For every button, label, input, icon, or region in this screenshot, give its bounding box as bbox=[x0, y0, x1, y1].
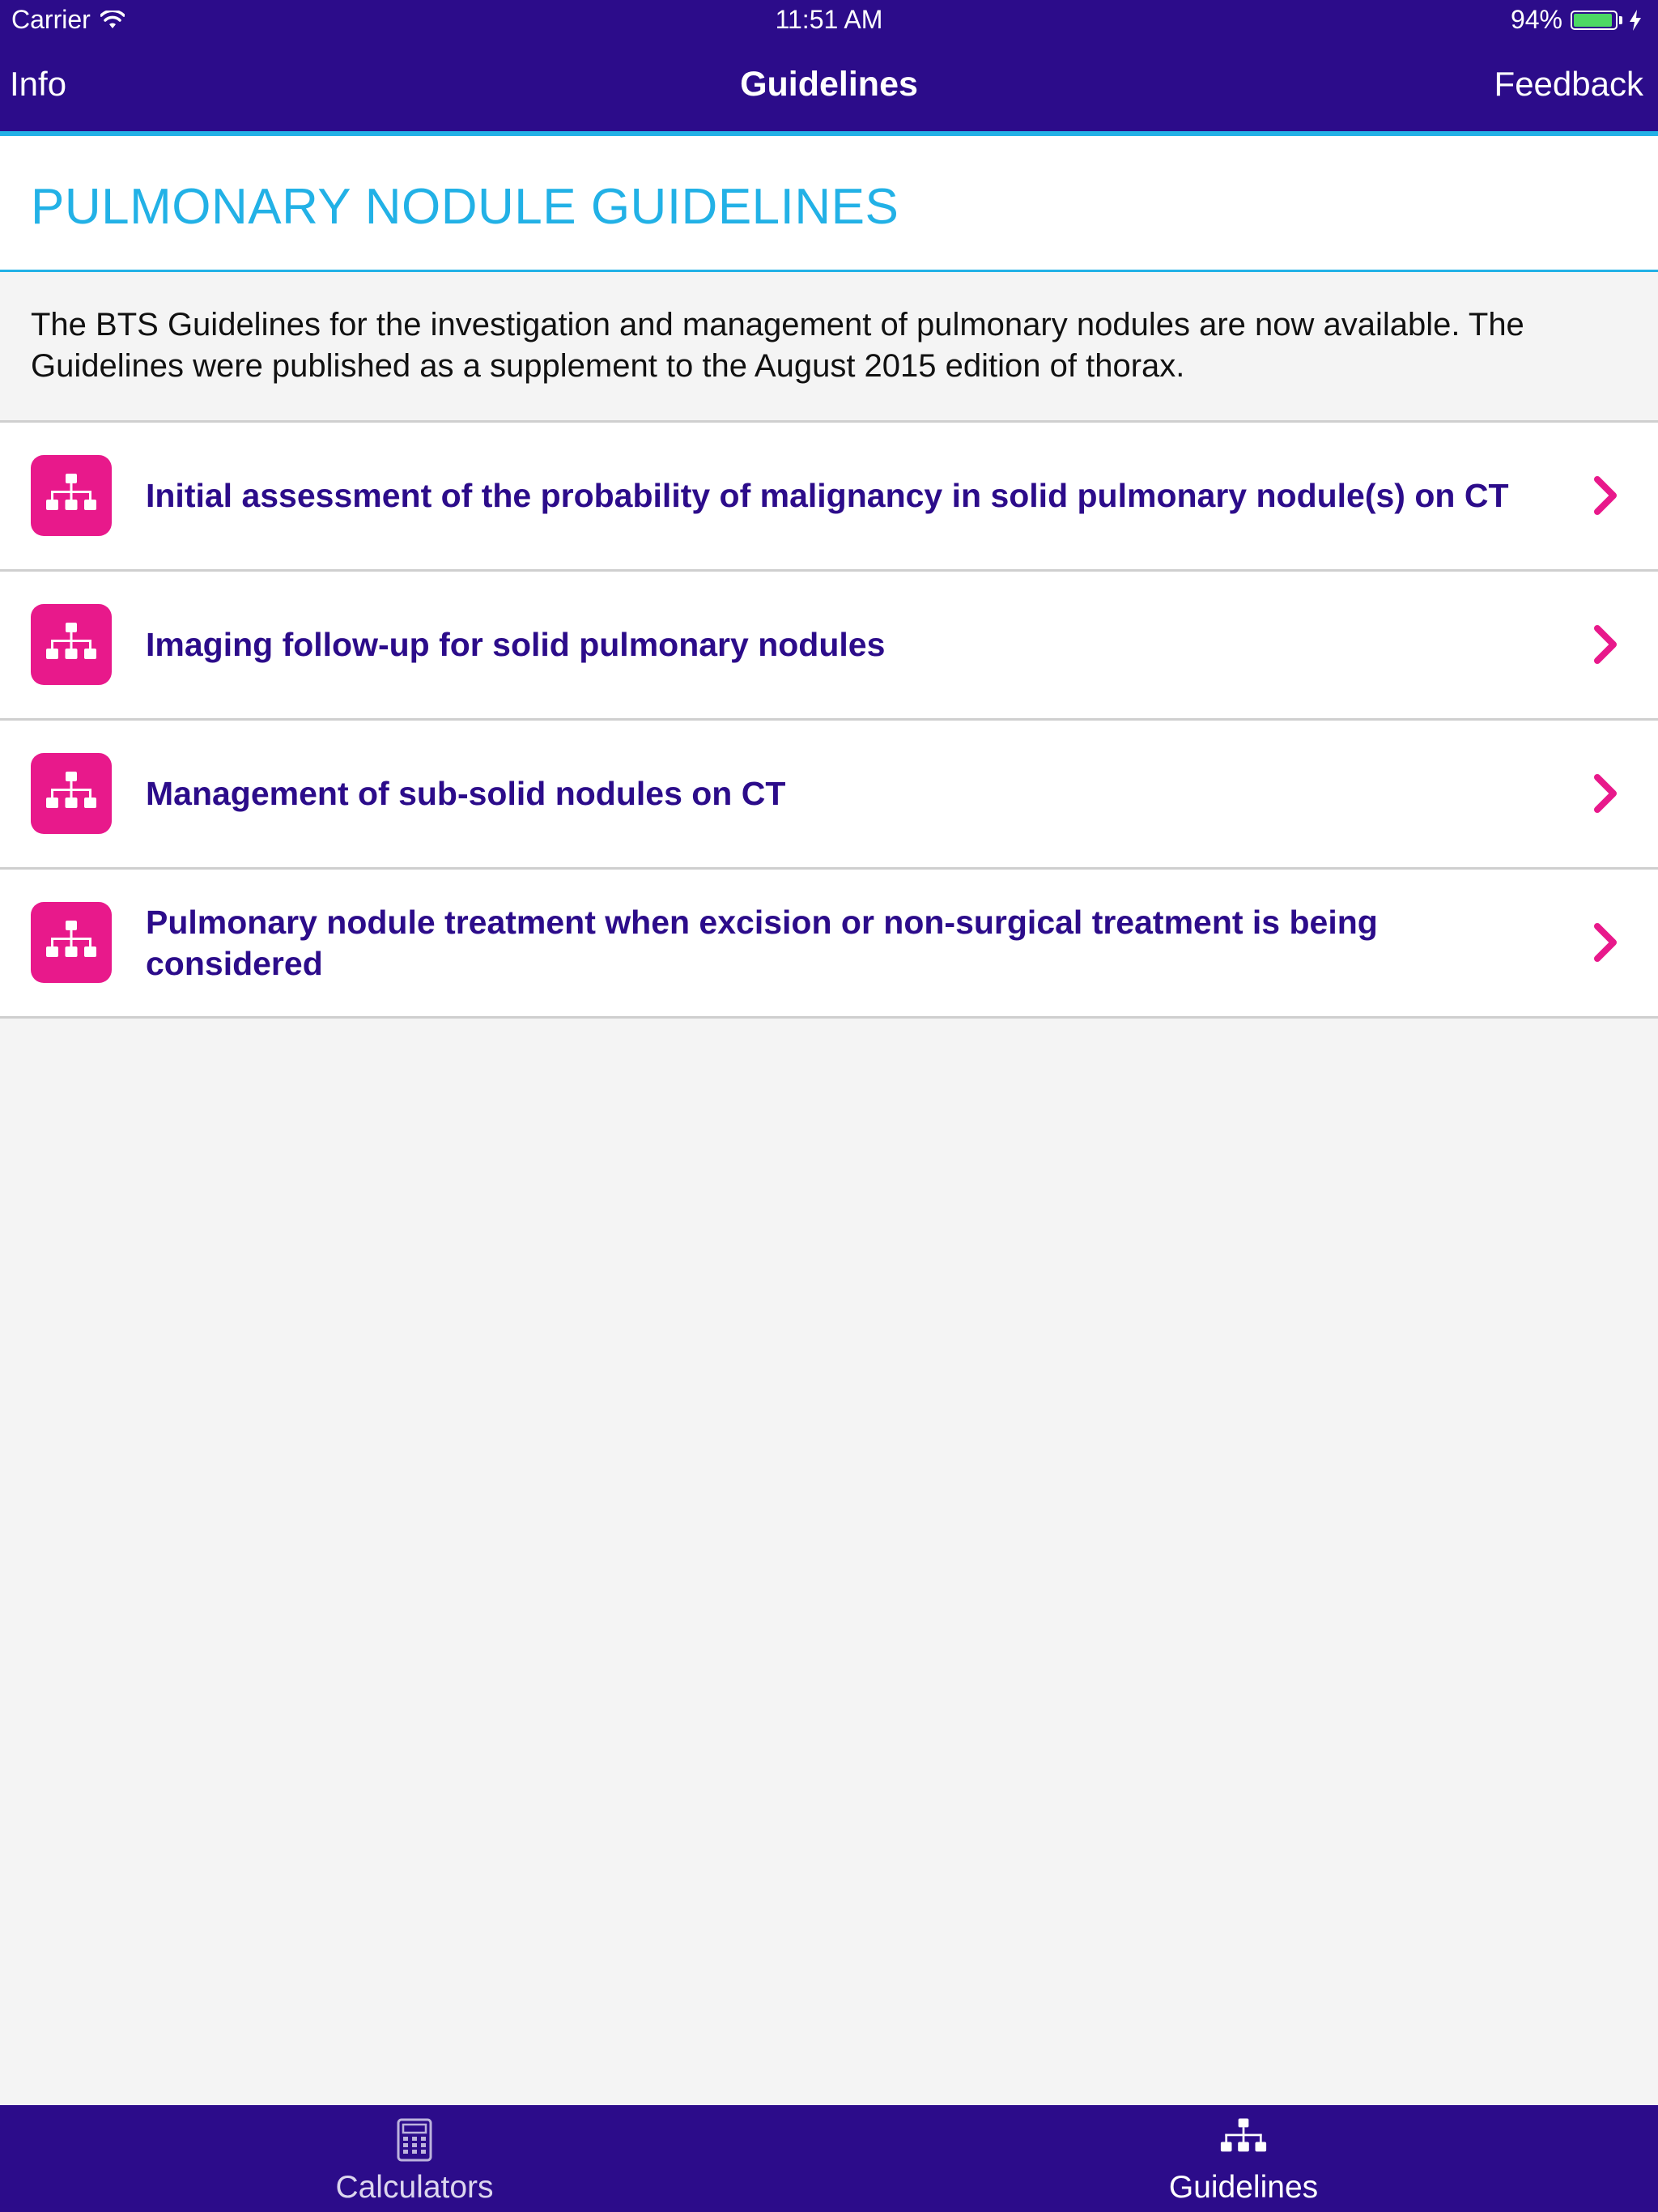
intro-text: The BTS Guidelines for the investigation and management of pulmonary nodules are now available. The Guidelines were published as a supplement to the August 2015 edition of thorax. bbox=[31, 307, 1524, 384]
chevron-right-icon bbox=[1593, 476, 1618, 515]
guideline-item-nodule-treatment[interactable] bbox=[0, 870, 1658, 1019]
guideline-item-sub-solid-nodules[interactable] bbox=[0, 721, 1658, 870]
chevron-right-icon bbox=[1593, 774, 1618, 813]
guideline-item-label: Management of sub-solid nodules on CT bbox=[146, 775, 786, 812]
guideline-item-label: Initial assessment of the probability of malignancy in solid pulmonary nodule(s) on CT bbox=[146, 477, 1509, 514]
status-time: 11:51 AM bbox=[775, 5, 883, 34]
tab-bar bbox=[0, 2105, 1658, 2212]
carrier-label: Carrier bbox=[11, 5, 91, 34]
chevron-right-icon bbox=[1593, 625, 1618, 664]
battery-icon bbox=[1571, 11, 1618, 30]
guideline-item-label: Imaging follow-up for solid pulmonary nodules bbox=[146, 626, 886, 663]
section-title: PULMONARY NODULE GUIDELINES bbox=[31, 179, 899, 235]
tab-guidelines[interactable] bbox=[829, 2105, 1658, 2212]
flowchart-icon bbox=[1220, 2118, 1267, 2159]
guideline-item-initial-assessment[interactable] bbox=[0, 423, 1658, 572]
chevron-right-icon bbox=[1593, 923, 1618, 962]
bolt-icon bbox=[1629, 10, 1642, 31]
info-button[interactable]: Info bbox=[10, 65, 67, 103]
battery-indicator bbox=[1511, 5, 1642, 35]
section-header bbox=[0, 136, 1658, 272]
guideline-item-imaging-follow-up[interactable] bbox=[0, 572, 1658, 721]
tab-calculators[interactable] bbox=[0, 2105, 829, 2212]
battery-percent: 94% bbox=[1510, 5, 1562, 34]
guideline-list bbox=[0, 423, 1658, 1019]
flowchart-icon bbox=[31, 753, 112, 834]
page-title: Guidelines bbox=[740, 65, 918, 104]
flowchart-icon bbox=[31, 902, 112, 983]
navigation-bar bbox=[0, 40, 1658, 136]
status-bar bbox=[0, 0, 1658, 40]
tab-label: Calculators bbox=[335, 2170, 494, 2205]
battery-level-fill bbox=[1574, 14, 1612, 27]
flowchart-icon bbox=[31, 455, 112, 536]
tab-label: Guidelines bbox=[1168, 2170, 1319, 2205]
calculator-icon bbox=[397, 2118, 432, 2162]
guideline-item-label: Pulmonary nodule treatment when excision or non-surgical treatment is being considered bbox=[146, 903, 1378, 982]
feedback-button[interactable]: Feedback bbox=[1494, 65, 1643, 103]
intro-panel bbox=[0, 272, 1658, 423]
battery-nub bbox=[1619, 16, 1622, 24]
flowchart-icon bbox=[31, 604, 112, 685]
